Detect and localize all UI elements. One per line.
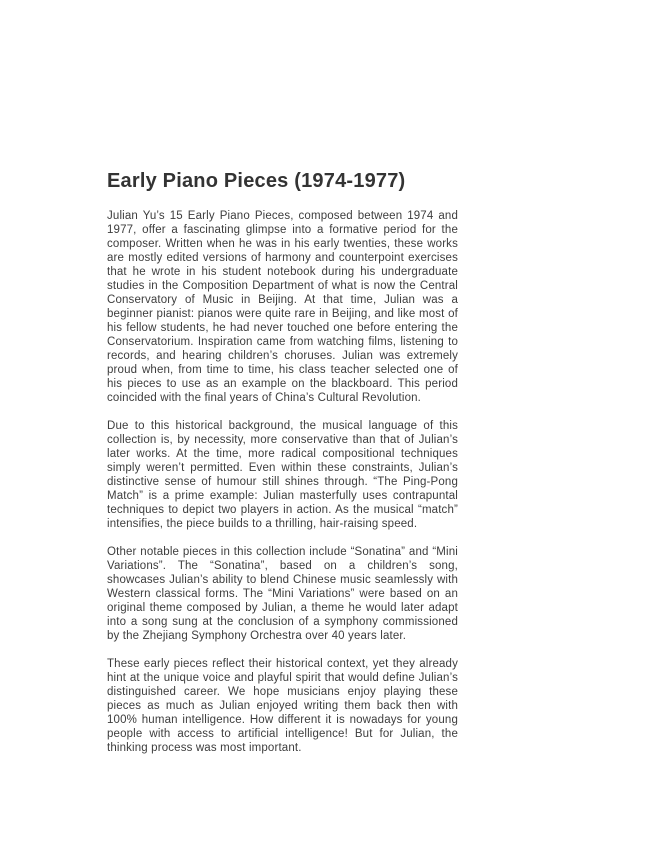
page-title: Early Piano Pieces (1974-1977)	[107, 170, 406, 192]
paragraph-closing: These early pieces reflect their historical context, yet they already hint at the unique voice and playful spirit that would define Julian’s distinguished career. We hope musicians enjoy playing these pieces as much as Julian enjoyed writing them back then with 100% human intelligence. How different it is nowadays for young people with access to artificial intelligence! But for Julian, the thinking process was most important.	[107, 658, 458, 754]
paragraph-intro: Julian Yu’s 15 Early Piano Pieces, composed between 1974 and 1977, offer a fascinating glimpse into a formative period for the composer. Written when he was in his early twenties, these works are mostly edited versions of harmony and counterpoint exercises that he wrote in his student notebook during his undergraduate studies in the Composition Department of what is now the Central Conservatory of Music in Beijing. At that time, Julian was a beginner pianist: pianos were quite rare in Beijing, and like most of his fellow students, he had never touched one before entering the Conservatorium. Inspiration came from watching films, listening to records, and hearing children’s choruses. Julian was extremely proud when, from time to time, his class teacher selected one of his pieces to use as an example on the blackboard. This period coincided with the final years of China’s Cultural Revolution.	[107, 210, 458, 404]
paragraph-historical-background: Due to this historical background, the musical language of this collection is, by necessity, more conservative than that of Julian’s later works. At the time, more radical compositional techniques simply weren’t permitted. Even within these constraints, Julian’s distinctive sense of humour still shines through. “The Ping-Pong Match” is a prime example: Julian masterfully uses contrapuntal techniques to depict two players in action. As the musical “match” intensifies, the piece builds to a thrilling, hair-raising speed.	[107, 420, 458, 530]
text-column	[107, 170, 458, 755]
paragraph-notable-pieces: Other notable pieces in this collection include “Sonatina” and “Mini Variations”. The “Sonatina”, based on a children’s song, showcases Julian’s ability to blend Chinese music seamlessly with Western classical forms. The “Mini Variations” were based on an original theme composed by Julian, a theme he would later adapt into a song sung at the conclusion of a symphony commissioned by the Zhejiang Symphony Orchestra over 40 years later.	[107, 546, 458, 642]
